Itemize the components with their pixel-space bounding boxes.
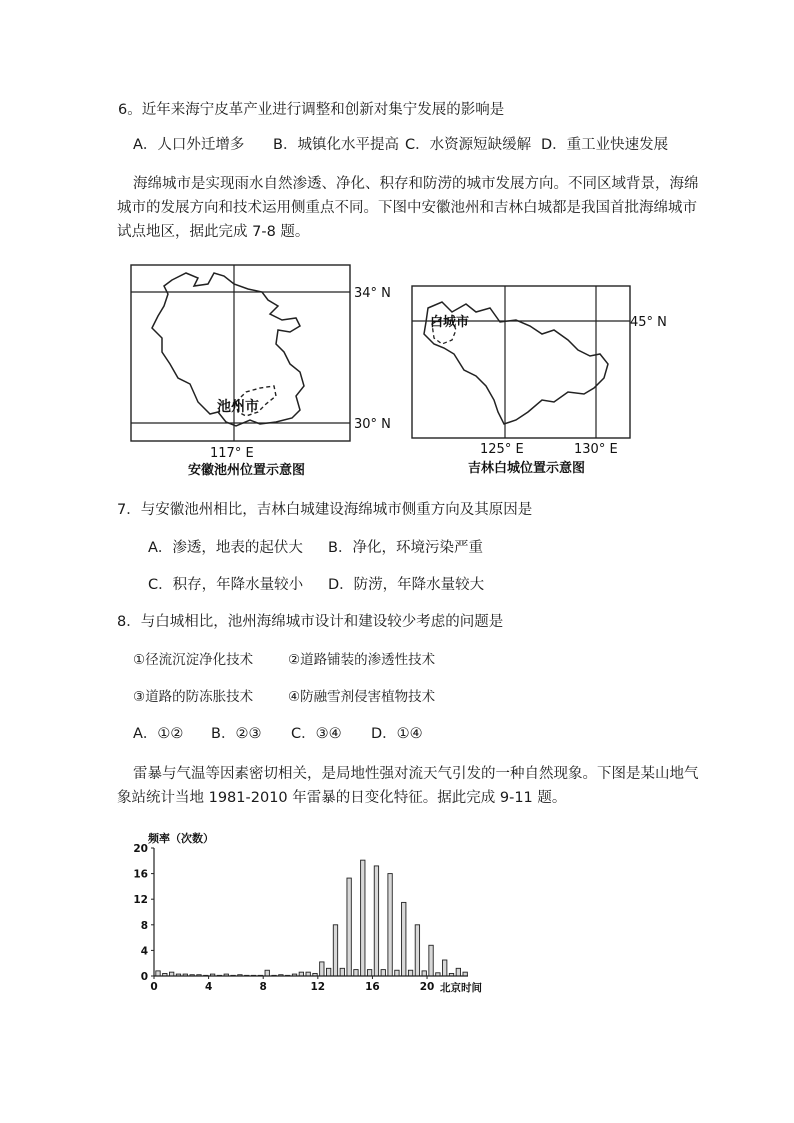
chart-y-tick-label: 8 bbox=[140, 919, 148, 932]
q6-option-d[interactable]: D．重工业快速发展 bbox=[541, 137, 669, 153]
chart-x-tick-label: 20 bbox=[419, 981, 435, 993]
q8-options bbox=[133, 724, 423, 744]
chart-bar bbox=[374, 866, 378, 976]
q8-items-row-2 bbox=[133, 687, 435, 707]
chart-x-tick-label: 16 bbox=[365, 981, 380, 993]
chart-bar bbox=[395, 970, 399, 976]
q8-option-a[interactable]: A．①② bbox=[133, 726, 184, 742]
anhui-lat-30-label: 30° N bbox=[354, 417, 391, 432]
q7-options-row-1 bbox=[148, 538, 483, 558]
passage2-line-2: 象站统计当地 1981-2010 年雷暴的日变化特征。据此完成 9-11 题。 bbox=[117, 790, 567, 806]
anhui-map-caption: 安徽池州位置示意图 bbox=[188, 463, 306, 478]
chart-y-tick-label: 16 bbox=[133, 868, 148, 881]
chart-bar bbox=[456, 968, 460, 976]
chart-bar bbox=[354, 970, 358, 976]
jilin-map bbox=[408, 282, 678, 480]
anhui-lon-117-label: 117° E bbox=[210, 446, 254, 461]
q6-options bbox=[133, 135, 668, 155]
chart-bar bbox=[367, 970, 371, 976]
q8-option-b[interactable]: B．②③ bbox=[211, 726, 262, 742]
anhui-lat-34-label: 34° N bbox=[354, 286, 391, 301]
q8-item-4: ④防融雪剂侵害植物技术 bbox=[288, 689, 436, 705]
chart-bar bbox=[388, 874, 392, 976]
q7-options-row-2 bbox=[148, 575, 484, 595]
chart-bar bbox=[381, 970, 385, 976]
chart-bar bbox=[408, 970, 412, 976]
passage2-line-1: 雷暴与气温等因素密切相关，是局地性强对流天气引发的一种自然现象。下图是某山地气 bbox=[133, 766, 699, 782]
chart-bar bbox=[402, 902, 406, 976]
chart-xlabel: 北京时间 bbox=[440, 982, 482, 994]
chart-x-tick-label: 4 bbox=[204, 981, 213, 993]
chart-bar bbox=[415, 925, 419, 976]
chart-x-tick-label: 8 bbox=[259, 981, 267, 993]
jilin-map-frame bbox=[412, 286, 630, 438]
q7-option-c[interactable]: C．积存，年降水量较小 bbox=[148, 577, 304, 593]
q8-option-d[interactable]: D．①④ bbox=[371, 726, 423, 742]
q8-item-3: ③道路的防冻胀技术 bbox=[133, 689, 254, 705]
chart-x-tick-label: 0 bbox=[150, 981, 158, 993]
baicheng-label: 白城市 bbox=[430, 315, 470, 330]
chart-ylabel: 频率（次数） bbox=[148, 832, 214, 845]
chart-bar bbox=[422, 971, 426, 976]
q6-option-a[interactable]: A．人口外迁增多 bbox=[133, 137, 245, 153]
passage1-line-1: 海绵城市是实现雨水自然渗透、净化、积存和防涝的城市发展方向。不同区域背景，海绵 bbox=[133, 176, 699, 192]
chizhou-label: 池州市 bbox=[217, 399, 259, 415]
chart-bar bbox=[156, 971, 160, 976]
passage1-line-3: 试点地区，据此完成 7-8 题。 bbox=[117, 224, 310, 240]
chart-bar bbox=[333, 925, 337, 976]
q7-option-d[interactable]: D．防涝，年降水量较大 bbox=[328, 577, 485, 593]
chart-bar bbox=[443, 960, 447, 976]
chart-bar bbox=[326, 968, 330, 976]
q6-option-c[interactable]: C．水资源短缺缓解 bbox=[405, 137, 532, 153]
chart-y-tick-label: 4 bbox=[140, 945, 148, 958]
chart-y-tick-label: 12 bbox=[133, 894, 148, 907]
chart-x-tick-label: 12 bbox=[310, 981, 326, 993]
q8-items-row-1 bbox=[133, 650, 435, 670]
thunderstorm-chart bbox=[128, 828, 508, 998]
jilin-map-caption: 吉林白城位置示意图 bbox=[468, 461, 586, 476]
q8-option-c[interactable]: C．③④ bbox=[291, 726, 342, 742]
q7-stem: 7．与安徽池州相比，吉林白城建设海绵城市侧重方向及其原因是 bbox=[117, 502, 533, 518]
jilin-lat-45-label: 45° N bbox=[630, 315, 667, 330]
chart-bar bbox=[361, 860, 365, 976]
jilin-lon-130-label: 130° E bbox=[574, 442, 618, 457]
q6-stem: 6。近年来海宁皮革产业进行调整和创新对集宁发展的影响是 bbox=[118, 102, 505, 118]
q8-item-1: ①径流沉淀净化技术 bbox=[133, 652, 254, 668]
chart-bar bbox=[347, 878, 351, 976]
chart-bar bbox=[265, 970, 269, 976]
q6-option-b[interactable]: B．城镇化水平提高 bbox=[273, 137, 399, 153]
anhui-map bbox=[128, 262, 398, 480]
chart-bar bbox=[320, 962, 324, 976]
chart-bar bbox=[340, 968, 344, 976]
q8-item-2: ②道路铺装的渗透性技术 bbox=[288, 652, 436, 668]
q8-stem: 8．与白城相比，池州海绵城市设计和建设较少考虑的问题是 bbox=[117, 614, 504, 630]
q7-option-a[interactable]: A．渗透，地表的起伏大 bbox=[148, 540, 303, 556]
jilin-lon-125-label: 125° E bbox=[480, 442, 524, 457]
chart-y-tick-label: 20 bbox=[133, 843, 148, 855]
passage1-line-2: 城市的发展方向和技术运用侧重点不同。下图中安徽池州和吉林白城都是我国首批海绵城市 bbox=[117, 200, 697, 216]
chart-y-tick-label: 0 bbox=[140, 971, 148, 983]
chart-bar bbox=[429, 945, 433, 976]
q7-option-b[interactable]: B．净化，环境污染严重 bbox=[328, 540, 483, 556]
